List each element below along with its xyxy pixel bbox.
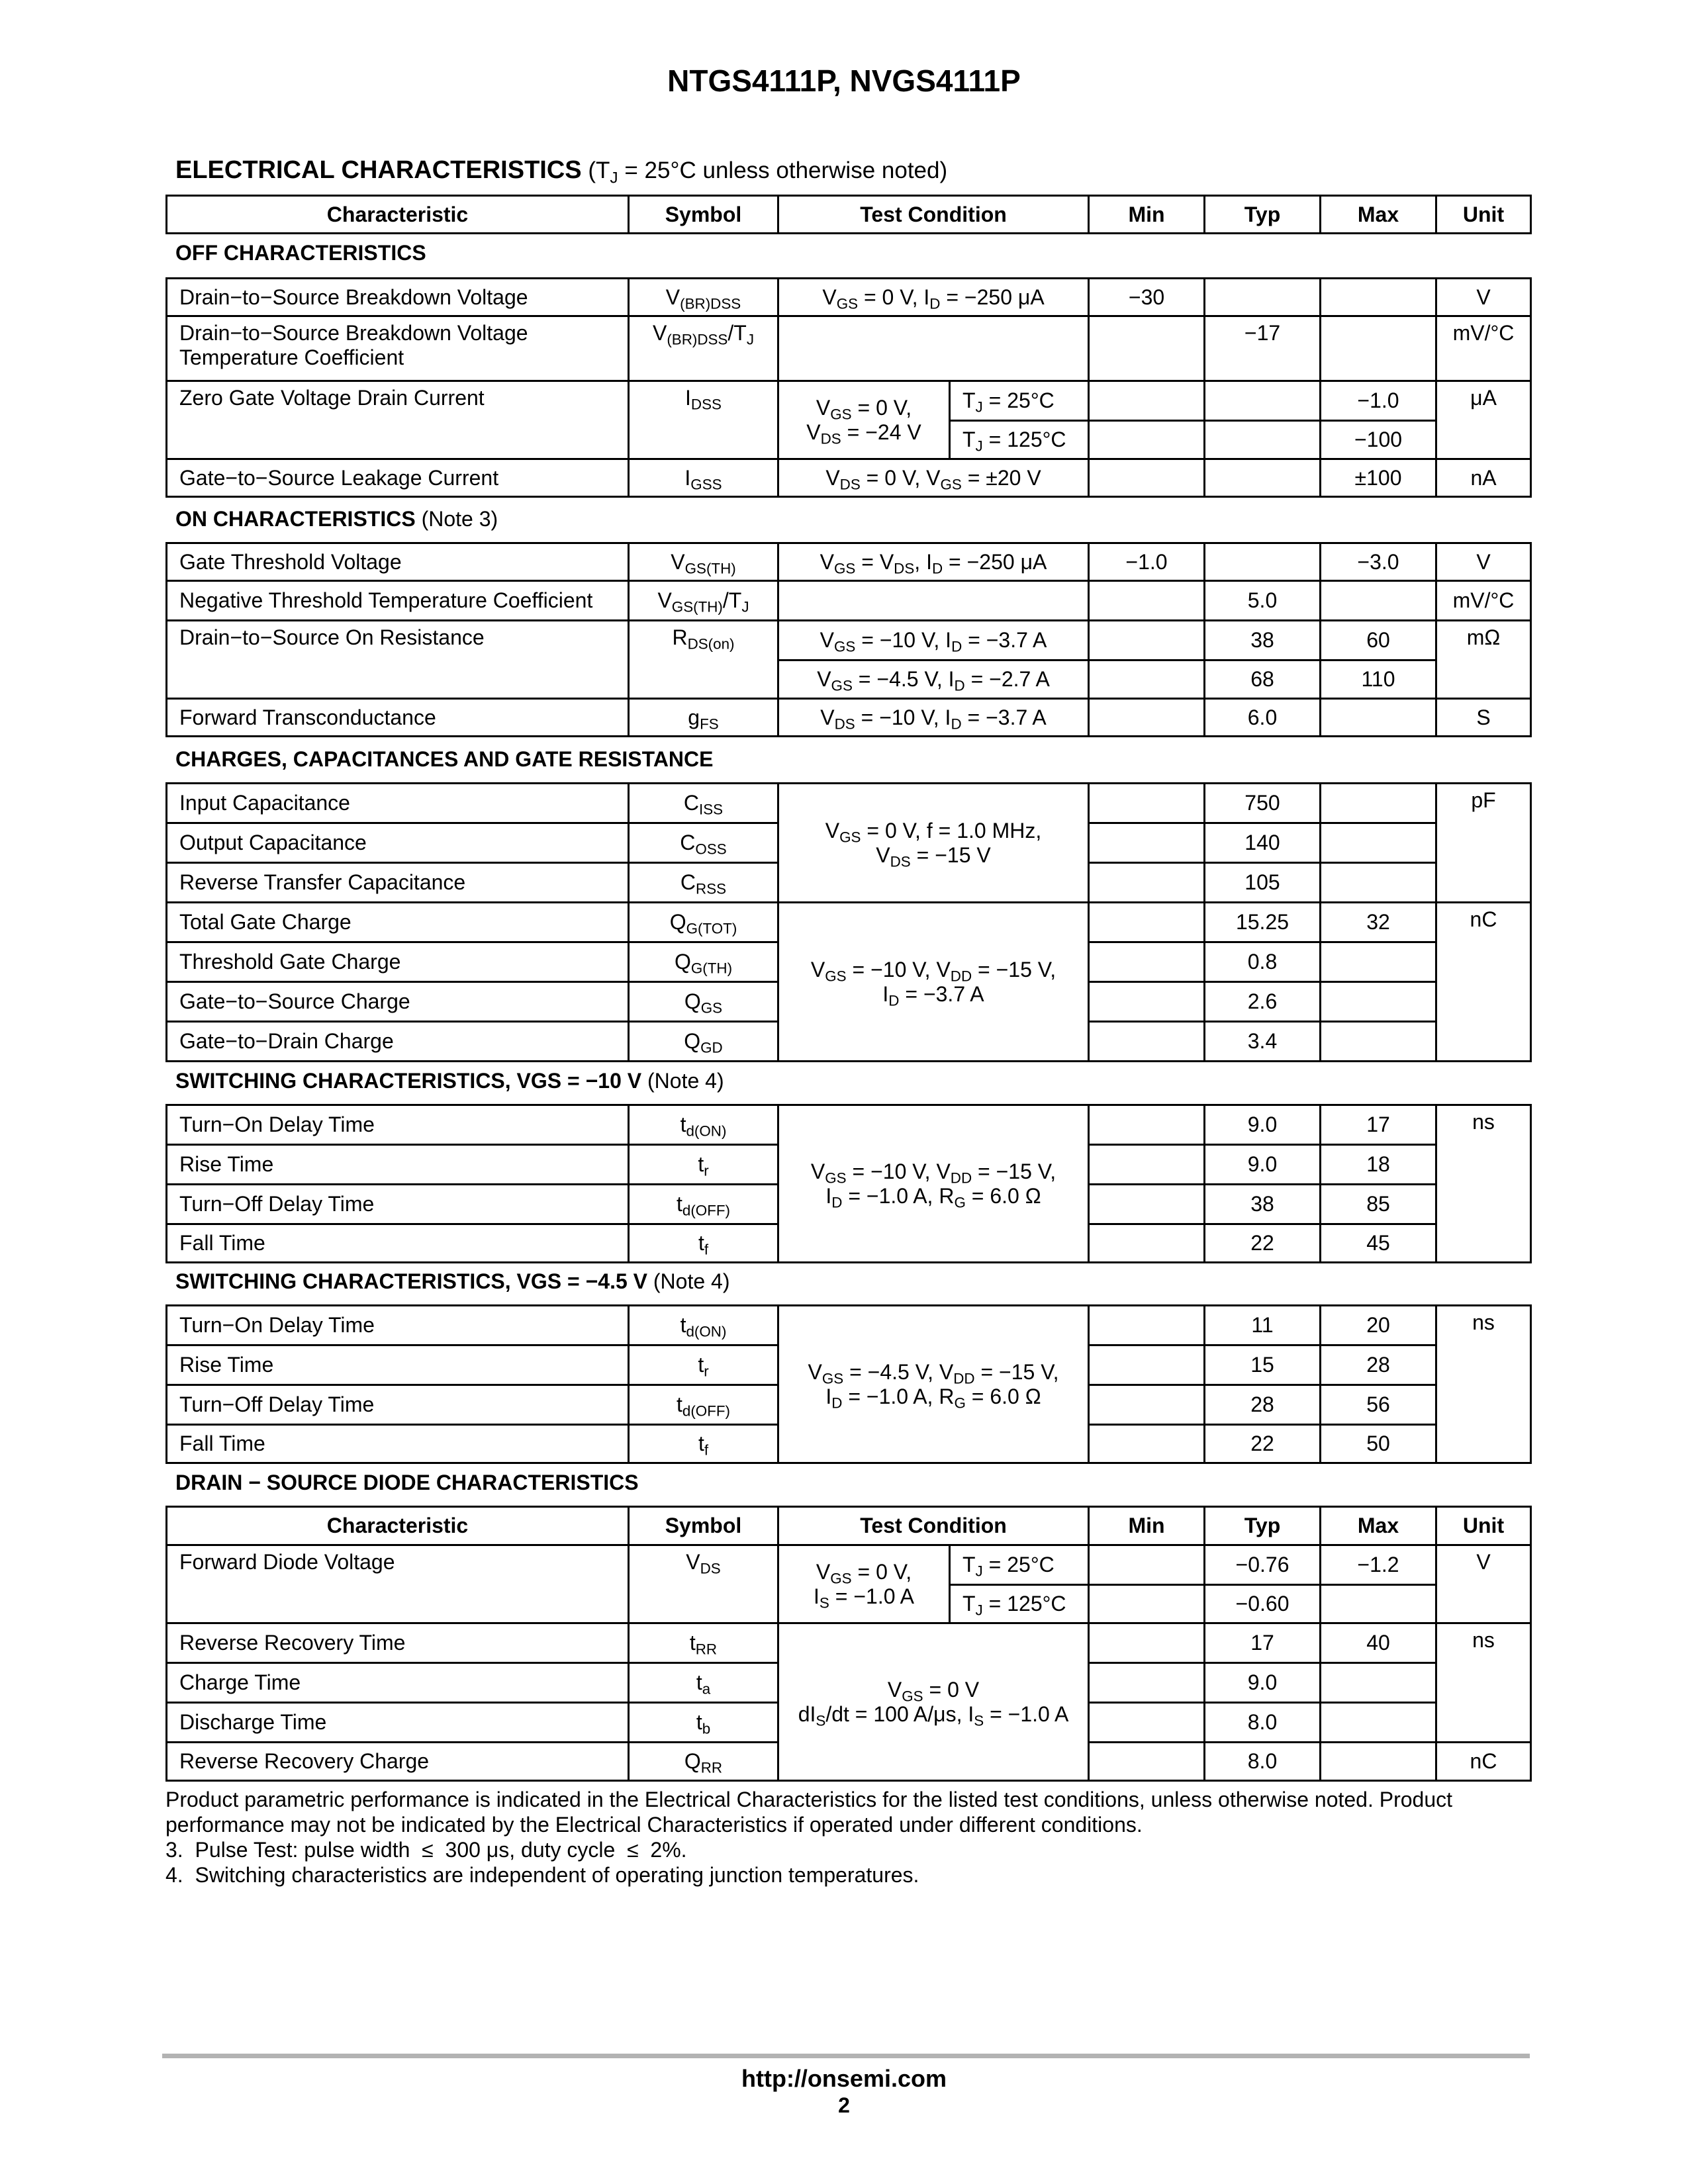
min — [1089, 903, 1205, 942]
min — [1089, 1224, 1205, 1263]
symbol: $t_{d(OFF)}$ — [629, 1185, 778, 1224]
switching-4v5-table — [165, 1304, 1532, 1464]
min — [1089, 1345, 1205, 1385]
section-sw10 — [175, 1069, 724, 1093]
section-sw45-title: SWITCHING CHARACTERISTICS, VGS = −4.5 V — [175, 1269, 647, 1293]
symbol: $Q_{G(TOT)}$ — [629, 903, 778, 942]
footer-divider — [162, 2054, 1530, 2058]
test-condition: $V_{DS} = 0$ V, $V_{GS} = \pm 20$ V — [778, 459, 1089, 497]
symbol: $Q_{GD}$ — [629, 1022, 778, 1062]
min — [1089, 1703, 1205, 1743]
max — [1321, 982, 1436, 1022]
min — [1089, 1306, 1205, 1345]
char-name: Reverse Transfer Capacitance — [167, 863, 629, 903]
symbol: $C_{ISS}$ — [629, 784, 778, 823]
test-condition: $V_{GS} = -10$ V, $I_D = -3.7$ A — [778, 621, 1089, 660]
symbol: $t_a$ — [629, 1663, 778, 1703]
col-characteristic: Characteristic — [167, 1507, 629, 1545]
temp-condition: $T_J = 125^\circ C$ — [950, 1585, 1089, 1623]
symbol: $t_r$ — [629, 1145, 778, 1185]
min — [1089, 942, 1205, 982]
max: −3.0 — [1321, 543, 1436, 581]
footer-link[interactable]: http://onsemi.com — [741, 2065, 947, 2092]
char-name: Drain−to−Source On Resistance — [167, 621, 629, 699]
max — [1321, 279, 1436, 316]
char-name: Gate−to−Source Charge — [167, 982, 629, 1022]
unit: V — [1436, 1545, 1531, 1623]
symbol: $V_{GS(TH)}$ — [629, 543, 778, 581]
unit: mΩ — [1436, 621, 1531, 699]
typ: 3.4 — [1205, 1022, 1321, 1062]
min — [1089, 1105, 1205, 1145]
symbol: $t_{RR}$ — [629, 1623, 778, 1663]
table-row — [167, 381, 1531, 421]
section-sw10-title: SWITCHING CHARACTERISTICS, VGS = −10 V — [175, 1069, 642, 1093]
unit: ns — [1436, 1623, 1531, 1743]
min — [1089, 823, 1205, 863]
max — [1321, 1703, 1436, 1743]
min — [1089, 784, 1205, 823]
char-name: Turn−Off Delay Time — [167, 1385, 629, 1425]
header-row — [167, 1507, 1531, 1545]
max: 56 — [1321, 1385, 1436, 1425]
section-off — [175, 241, 426, 265]
max: −1.2 — [1321, 1545, 1436, 1585]
unit: ns — [1436, 1105, 1531, 1263]
max: 60 — [1321, 621, 1436, 660]
test-condition: $V_{GS} = -4.5$ V, $I_D = -2.7$ A — [778, 660, 1089, 699]
char-name: Fall Time — [167, 1224, 629, 1263]
char-name: Reverse Recovery Time — [167, 1623, 629, 1663]
min — [1089, 699, 1205, 737]
test-condition: $V_{GS} = -4.5$ V, $V_{DD} = -15$ V, $I_D = -1.0$ A, $R_G = 6.0$ Ω — [778, 1306, 1089, 1463]
min — [1089, 863, 1205, 903]
typ: 11 — [1205, 1306, 1321, 1345]
min — [1089, 1545, 1205, 1585]
symbol: $R_{DS(on)}$ — [629, 621, 778, 699]
unit: μA — [1436, 381, 1531, 459]
symbol: $t_r$ — [629, 1345, 778, 1385]
min — [1089, 1185, 1205, 1224]
col-max: Max — [1321, 196, 1436, 234]
max: 45 — [1321, 1224, 1436, 1263]
min — [1089, 1663, 1205, 1703]
temp-condition: $T_J = 125^\circ C$ — [950, 421, 1089, 459]
typ — [1205, 421, 1321, 459]
diode-table — [165, 1506, 1532, 1782]
char-name: Rise Time — [167, 1145, 629, 1185]
test-condition — [778, 316, 1089, 381]
char-name: Drain−to−Source Breakdown Voltage — [167, 279, 629, 316]
electrical-characteristics-table — [165, 195, 1532, 234]
unit: S — [1436, 699, 1531, 737]
col-typ: Typ — [1205, 1507, 1321, 1545]
temp-condition: $T_J = 25^\circ C$ — [950, 381, 1089, 421]
symbol: $I_{DSS}$ — [629, 381, 778, 459]
char-name: Fall Time — [167, 1425, 629, 1463]
min — [1089, 581, 1205, 621]
test-condition: $V_{GS} = 0$ V, $V_{DS} = -24$ V — [778, 381, 950, 459]
unit: mV/°C — [1436, 581, 1531, 621]
symbol: $C_{RSS}$ — [629, 863, 778, 903]
col-symbol: Symbol — [629, 196, 778, 234]
symbol: $Q_{GS}$ — [629, 982, 778, 1022]
typ: 15 — [1205, 1345, 1321, 1385]
max — [1321, 942, 1436, 982]
max — [1321, 1663, 1436, 1703]
section-sw45 — [175, 1269, 729, 1294]
section-sw10-note: (Note 4) — [647, 1069, 724, 1093]
test-condition: $V_{GS} = -10$ V, $V_{DD} = -15$ V, $I_D = -3.7$ A — [778, 903, 1089, 1062]
char-name: Rise Time — [167, 1345, 629, 1385]
on-table — [165, 542, 1532, 737]
unit: ns — [1436, 1306, 1531, 1463]
col-unit: Unit — [1436, 196, 1531, 234]
section-off-title: OFF CHARACTERISTICS — [175, 241, 426, 265]
min — [1089, 660, 1205, 699]
char-name: Forward Diode Voltage — [167, 1545, 629, 1623]
char-name: Zero Gate Voltage Drain Current — [167, 381, 629, 459]
char-name: Gate Threshold Voltage — [167, 543, 629, 581]
section-diode — [175, 1471, 639, 1495]
char-name: Discharge Time — [167, 1703, 629, 1743]
header-row — [167, 196, 1531, 234]
unit: mV/°C — [1436, 316, 1531, 381]
symbol: $t_b$ — [629, 1703, 778, 1743]
max — [1321, 823, 1436, 863]
table-row — [167, 1105, 1531, 1145]
symbol: $Q_{G(TH)}$ — [629, 942, 778, 982]
table-row — [167, 903, 1531, 942]
max — [1321, 1585, 1436, 1623]
typ: 28 — [1205, 1385, 1321, 1425]
max: 40 — [1321, 1623, 1436, 1663]
typ: 750 — [1205, 784, 1321, 823]
min — [1089, 316, 1205, 381]
max: 110 — [1321, 660, 1436, 699]
typ: 9.0 — [1205, 1145, 1321, 1185]
col-max: Max — [1321, 1507, 1436, 1545]
max: 20 — [1321, 1306, 1436, 1345]
performance-note: Product parametric performance is indicated in the Electrical Characteristics for the listed test conditions, unless otherwise noted. Product performance may not be indicated by the Electrical Characteristics if operated under different conditions. — [165, 1788, 1453, 1837]
test-condition: $V_{DS} = -10$ V, $I_D = -3.7$ A — [778, 699, 1089, 737]
table-row — [167, 699, 1531, 737]
off-table — [165, 277, 1532, 498]
col-typ: Typ — [1205, 196, 1321, 234]
col-min: Min — [1089, 196, 1205, 234]
table-row — [167, 279, 1531, 316]
min — [1089, 421, 1205, 459]
typ: 68 — [1205, 660, 1321, 699]
typ: −0.76 — [1205, 1545, 1321, 1585]
min — [1089, 982, 1205, 1022]
char-name: Output Capacitance — [167, 823, 629, 863]
typ: 22 — [1205, 1224, 1321, 1263]
section-on-title: ON CHARACTERISTICS — [175, 507, 416, 531]
max: −100 — [1321, 421, 1436, 459]
min: −1.0 — [1089, 543, 1205, 581]
test-condition: $V_{GS} = V_{DS}$, $I_D = -250$ μA — [778, 543, 1089, 581]
typ: 15.25 — [1205, 903, 1321, 942]
max — [1321, 1022, 1436, 1062]
col-characteristic: Characteristic — [167, 196, 629, 234]
max: 17 — [1321, 1105, 1436, 1145]
min — [1089, 1743, 1205, 1781]
symbol: $t_{d(OFF)}$ — [629, 1385, 778, 1425]
switching-10v-table — [165, 1104, 1532, 1263]
test-condition: $V_{GS} = 0$ V $dI_S/dt = 100$ A/μs, $I_S = -1.0$ A — [778, 1623, 1089, 1781]
typ: −17 — [1205, 316, 1321, 381]
section-on-note: (Note 3) — [421, 507, 498, 531]
symbol: $C_{OSS}$ — [629, 823, 778, 863]
section-heading — [175, 156, 947, 185]
unit: nA — [1436, 459, 1531, 497]
table-row — [167, 581, 1531, 621]
typ: 9.0 — [1205, 1663, 1321, 1703]
heading-cond-sub: J — [610, 169, 618, 187]
char-name: Turn−Off Delay Time — [167, 1185, 629, 1224]
char-name: Gate−to−Drain Charge — [167, 1022, 629, 1062]
char-name: Forward Transconductance — [167, 699, 629, 737]
notes — [165, 1787, 1530, 1888]
typ: 2.6 — [1205, 982, 1321, 1022]
table-row — [167, 784, 1531, 823]
max — [1321, 863, 1436, 903]
max: −1.0 — [1321, 381, 1436, 421]
table-row — [167, 1545, 1531, 1585]
max — [1321, 1743, 1436, 1781]
typ — [1205, 279, 1321, 316]
symbol: $t_{d(ON)}$ — [629, 1306, 778, 1345]
symbol: $V_{(BR)DSS}/T_J$ — [629, 316, 778, 381]
heading-cond-pre: (T — [588, 158, 610, 183]
min — [1089, 381, 1205, 421]
max — [1321, 699, 1436, 737]
max: 85 — [1321, 1185, 1436, 1224]
typ: 38 — [1205, 1185, 1321, 1224]
char-name: Gate−to−Source Leakage Current — [167, 459, 629, 497]
typ: 8.0 — [1205, 1743, 1321, 1781]
unit: V — [1436, 279, 1531, 316]
unit: pF — [1436, 784, 1531, 903]
note-3: 3. Pulse Test: pulse width ≤ 300 μs, duty cycle ≤ 2%. — [165, 1838, 687, 1862]
max — [1321, 316, 1436, 381]
typ: 9.0 — [1205, 1105, 1321, 1145]
min — [1089, 459, 1205, 497]
col-symbol: Symbol — [629, 1507, 778, 1545]
min — [1089, 1585, 1205, 1623]
typ: 6.0 — [1205, 699, 1321, 737]
symbol: $g_{FS}$ — [629, 699, 778, 737]
typ — [1205, 543, 1321, 581]
test-condition: $V_{GS} = 0$ V, f = 1.0 MHz, $V_{DS} = -15$ V — [778, 784, 1089, 903]
max: 32 — [1321, 903, 1436, 942]
symbol: $V_{DS}$ — [629, 1545, 778, 1623]
table-row — [167, 459, 1531, 497]
table-row — [167, 621, 1531, 660]
min — [1089, 621, 1205, 660]
heading-cond-post: = 25°C unless otherwise noted) — [618, 158, 948, 183]
unit: nC — [1436, 903, 1531, 1062]
char-name: Input Capacitance — [167, 784, 629, 823]
typ: 0.8 — [1205, 942, 1321, 982]
symbol: $Q_{RR}$ — [629, 1743, 778, 1781]
typ: 105 — [1205, 863, 1321, 903]
min — [1089, 1145, 1205, 1185]
symbol: $I_{GSS}$ — [629, 459, 778, 497]
char-name: Reverse Recovery Charge — [167, 1743, 629, 1781]
test-condition — [778, 581, 1089, 621]
table-row — [167, 316, 1531, 381]
section-diode-title: DRAIN − SOURCE DIODE CHARACTERISTICS — [175, 1471, 639, 1494]
char-name: Charge Time — [167, 1663, 629, 1703]
max — [1321, 784, 1436, 823]
char-name: Negative Threshold Temperature Coefficient — [167, 581, 629, 621]
typ: −0.60 — [1205, 1585, 1321, 1623]
max: ±100 — [1321, 459, 1436, 497]
section-on — [175, 507, 498, 531]
table-row — [167, 1306, 1531, 1345]
char-name: Turn−On Delay Time — [167, 1306, 629, 1345]
typ — [1205, 381, 1321, 421]
col-unit: Unit — [1436, 1507, 1531, 1545]
test-condition: $V_{GS} = 0$ V, $I_S = -1.0$ A — [778, 1545, 950, 1623]
min — [1089, 1385, 1205, 1425]
typ — [1205, 459, 1321, 497]
symbol: $t_f$ — [629, 1224, 778, 1263]
typ: 5.0 — [1205, 581, 1321, 621]
temp-condition: $T_J = 25^\circ C$ — [950, 1545, 1089, 1585]
symbol: $t_f$ — [629, 1425, 778, 1463]
section-charges — [175, 747, 713, 772]
table-row — [167, 543, 1531, 581]
char-name: Drain−to−Source Breakdown Voltage Temperature Coefficient — [167, 316, 629, 381]
col-min: Min — [1089, 1507, 1205, 1545]
section-charges-title: CHARGES, CAPACITANCES AND GATE RESISTANCE — [175, 747, 714, 771]
max — [1321, 581, 1436, 621]
symbol: $V_{GS(TH)}/T_J$ — [629, 581, 778, 621]
typ: 140 — [1205, 823, 1321, 863]
col-test-condition: Test Condition — [778, 196, 1089, 234]
min: −30 — [1089, 279, 1205, 316]
symbol: $t_{d(ON)}$ — [629, 1105, 778, 1145]
max: 28 — [1321, 1345, 1436, 1385]
min — [1089, 1022, 1205, 1062]
max: 18 — [1321, 1145, 1436, 1185]
section-sw45-note: (Note 4) — [653, 1269, 730, 1293]
table-row — [167, 1623, 1531, 1663]
typ: 22 — [1205, 1425, 1321, 1463]
note-4: 4. Switching characteristics are independent of operating junction temperatures. — [165, 1863, 919, 1887]
char-name: Total Gate Charge — [167, 903, 629, 942]
page-title: NTGS4111P, NVGS4111P — [667, 64, 1021, 98]
char-name: Threshold Gate Charge — [167, 942, 629, 982]
test-condition: $V_{GS} = 0$ V, $I_D = -250$ μA — [778, 279, 1089, 316]
max: 50 — [1321, 1425, 1436, 1463]
charges-table — [165, 782, 1532, 1062]
heading-label: ELECTRICAL CHARACTERISTICS — [175, 156, 582, 184]
unit: V — [1436, 543, 1531, 581]
typ: 38 — [1205, 621, 1321, 660]
test-condition: $V_{GS} = -10$ V, $V_{DD} = -15$ V, $I_D = -1.0$ A, $R_G = 6.0$ Ω — [778, 1105, 1089, 1263]
page-number: 2 — [838, 2093, 850, 2117]
min — [1089, 1623, 1205, 1663]
min — [1089, 1425, 1205, 1463]
unit: nC — [1436, 1743, 1531, 1781]
typ: 17 — [1205, 1623, 1321, 1663]
char-name: Turn−On Delay Time — [167, 1105, 629, 1145]
symbol: $V_{(BR)DSS}$ — [629, 279, 778, 316]
typ: 8.0 — [1205, 1703, 1321, 1743]
col-test-condition: Test Condition — [778, 1507, 1089, 1545]
